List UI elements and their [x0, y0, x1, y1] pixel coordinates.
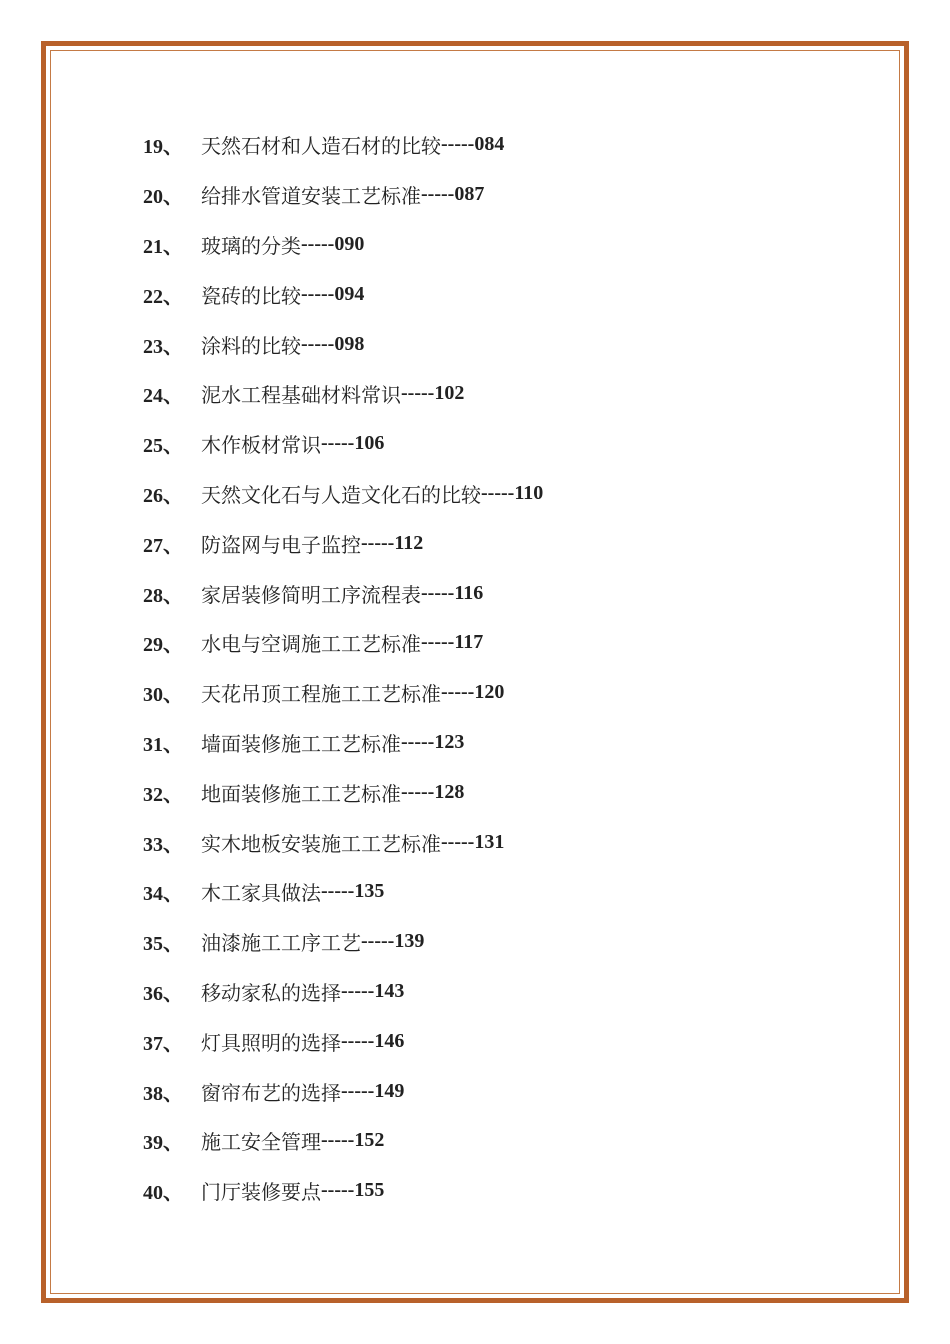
toc-entry-title: 给排水管道安装工艺标准: [201, 184, 421, 209]
toc-entry: [143, 369, 543, 419]
toc-entry-page: 084: [474, 133, 505, 156]
toc-entry: [143, 319, 543, 369]
toc-entry: [143, 220, 543, 270]
toc-entry-title: 木工家具做法: [201, 881, 321, 906]
toc-entry: [143, 967, 543, 1017]
toc-entry: [143, 767, 543, 817]
toc-entry-separator: -----: [481, 481, 515, 504]
toc-entry-title: 墙面装修施工工艺标准: [201, 731, 401, 756]
toc-entry-title: 施工安全管理: [201, 1130, 321, 1155]
toc-entry-title: 瓷砖的比较: [201, 283, 301, 308]
toc-entry-separator: -----: [401, 730, 435, 753]
toc-entry-title: 天花吊顶工程施工工艺标准: [201, 682, 441, 707]
toc-entry-separator: -----: [321, 880, 355, 903]
toc-entry: [143, 269, 543, 319]
toc-entry-page: 139: [394, 930, 425, 953]
toc-entry-page: 106: [354, 432, 385, 455]
toc-entry: [143, 568, 543, 618]
toc-entry-separator: -----: [301, 332, 335, 355]
toc-entry-separator: -----: [321, 432, 355, 455]
toc-entry-number: 27、: [143, 534, 183, 557]
toc-entry: [143, 668, 543, 718]
toc-entry-separator: -----: [441, 133, 475, 156]
toc-entry-page: 149: [374, 1079, 405, 1102]
toc-entry-title: 天然文化石与人造文化石的比较: [201, 482, 481, 507]
toc-entry: [143, 1116, 543, 1166]
toc-entry-number: 26、: [143, 484, 183, 507]
toc-entry-separator: -----: [441, 830, 475, 853]
toc-entry-page: 116: [454, 581, 484, 604]
toc-entry: [143, 618, 543, 668]
toc-entry-page: 152: [354, 1129, 385, 1152]
toc-entry-number: 24、: [143, 385, 183, 408]
toc-entry-separator: -----: [401, 780, 435, 803]
toc-entry-title: 实木地板安装施工工艺标准: [201, 831, 441, 856]
table-of-contents: [143, 120, 543, 1216]
toc-entry: [143, 419, 543, 469]
toc-entry-number: 25、: [143, 435, 183, 458]
toc-entry-page: 120: [474, 681, 505, 704]
toc-entry-number: 22、: [143, 285, 183, 308]
toc-entry-separator: -----: [321, 1129, 355, 1152]
toc-entry-number: 35、: [143, 933, 183, 956]
toc-entry-separator: -----: [421, 183, 455, 206]
toc-entry-title: 地面装修施工工艺标准: [201, 781, 401, 806]
toc-entry-number: 28、: [143, 584, 183, 607]
toc-entry-page: 087: [454, 183, 485, 206]
toc-entry-separator: -----: [301, 282, 335, 305]
toc-entry-page: 090: [334, 232, 365, 255]
toc-entry-separator: -----: [401, 382, 435, 405]
toc-entry-separator: -----: [321, 1179, 355, 1202]
toc-entry-title: 泥水工程基础材料常识: [201, 383, 401, 408]
toc-entry-number: 34、: [143, 883, 183, 906]
toc-entry: [143, 718, 543, 768]
toc-entry-number: 32、: [143, 783, 183, 806]
toc-entry-title: 移动家私的选择: [201, 980, 341, 1005]
toc-entry-page: 117: [454, 631, 484, 654]
toc-entry-title: 家居装修简明工序流程表: [201, 582, 421, 607]
toc-entry-number: 30、: [143, 684, 183, 707]
toc-entry-separator: -----: [341, 1029, 375, 1052]
toc-entry-page: 128: [434, 780, 465, 803]
toc-entry-title: 防盗网与电子监控: [201, 532, 361, 557]
toc-entry-title: 天然石材和人造石材的比较: [201, 134, 441, 159]
toc-entry: [143, 1066, 543, 1116]
toc-entry-number: 20、: [143, 186, 183, 209]
toc-entry-title: 水电与空调施工工艺标准: [201, 632, 421, 657]
toc-entry: [143, 917, 543, 967]
toc-entry-page: 146: [374, 1029, 405, 1052]
toc-entry-page: 131: [474, 830, 505, 853]
toc-entry: [143, 518, 543, 568]
toc-entry-separator: -----: [421, 631, 455, 654]
toc-entry-page: 123: [434, 730, 465, 753]
toc-entry: [143, 170, 543, 220]
toc-entry: [143, 120, 543, 170]
toc-entry-page: 102: [434, 382, 465, 405]
toc-entry-number: 29、: [143, 634, 183, 657]
toc-entry-page: 135: [354, 880, 385, 903]
toc-entry: [143, 1016, 543, 1066]
toc-entry-number: 31、: [143, 733, 183, 756]
toc-entry-title: 木作板材常识: [201, 433, 321, 458]
toc-entry-title: 涂料的比较: [201, 333, 301, 358]
toc-entry-separator: -----: [361, 531, 395, 554]
toc-entry-number: 33、: [143, 833, 183, 856]
toc-entry: [143, 1166, 543, 1216]
toc-entry: [143, 817, 543, 867]
toc-entry-number: 19、: [143, 136, 183, 159]
toc-entry-separator: -----: [301, 232, 335, 255]
toc-entry-number: 23、: [143, 335, 183, 358]
toc-entry-page: 155: [354, 1179, 385, 1202]
toc-entry-title: 窗帘布艺的选择: [201, 1080, 341, 1105]
toc-entry-number: 36、: [143, 982, 183, 1005]
toc-entry-page: 110: [514, 481, 544, 504]
toc-entry-title: 玻璃的分类: [201, 233, 301, 258]
toc-entry-page: 112: [394, 531, 424, 554]
toc-entry-separator: -----: [341, 979, 375, 1002]
toc-entry-page: 143: [374, 979, 405, 1002]
toc-entry: [143, 469, 543, 519]
toc-entry: [143, 867, 543, 917]
toc-entry-title: 油漆施工工序工艺: [201, 931, 361, 956]
toc-entry-title: 门厅装修要点: [201, 1180, 321, 1205]
toc-entry-title: 灯具照明的选择: [201, 1030, 341, 1055]
toc-entry-number: 38、: [143, 1082, 183, 1105]
toc-entry-number: 21、: [143, 235, 183, 258]
toc-entry-page: 098: [334, 332, 365, 355]
toc-entry-separator: -----: [441, 681, 475, 704]
toc-entry-number: 40、: [143, 1182, 183, 1205]
toc-entry-page: 094: [334, 282, 365, 305]
toc-entry-number: 37、: [143, 1032, 183, 1055]
toc-entry-number: 39、: [143, 1132, 183, 1155]
toc-entry-separator: -----: [421, 581, 455, 604]
toc-entry-separator: -----: [341, 1079, 375, 1102]
toc-entry-separator: -----: [361, 930, 395, 953]
